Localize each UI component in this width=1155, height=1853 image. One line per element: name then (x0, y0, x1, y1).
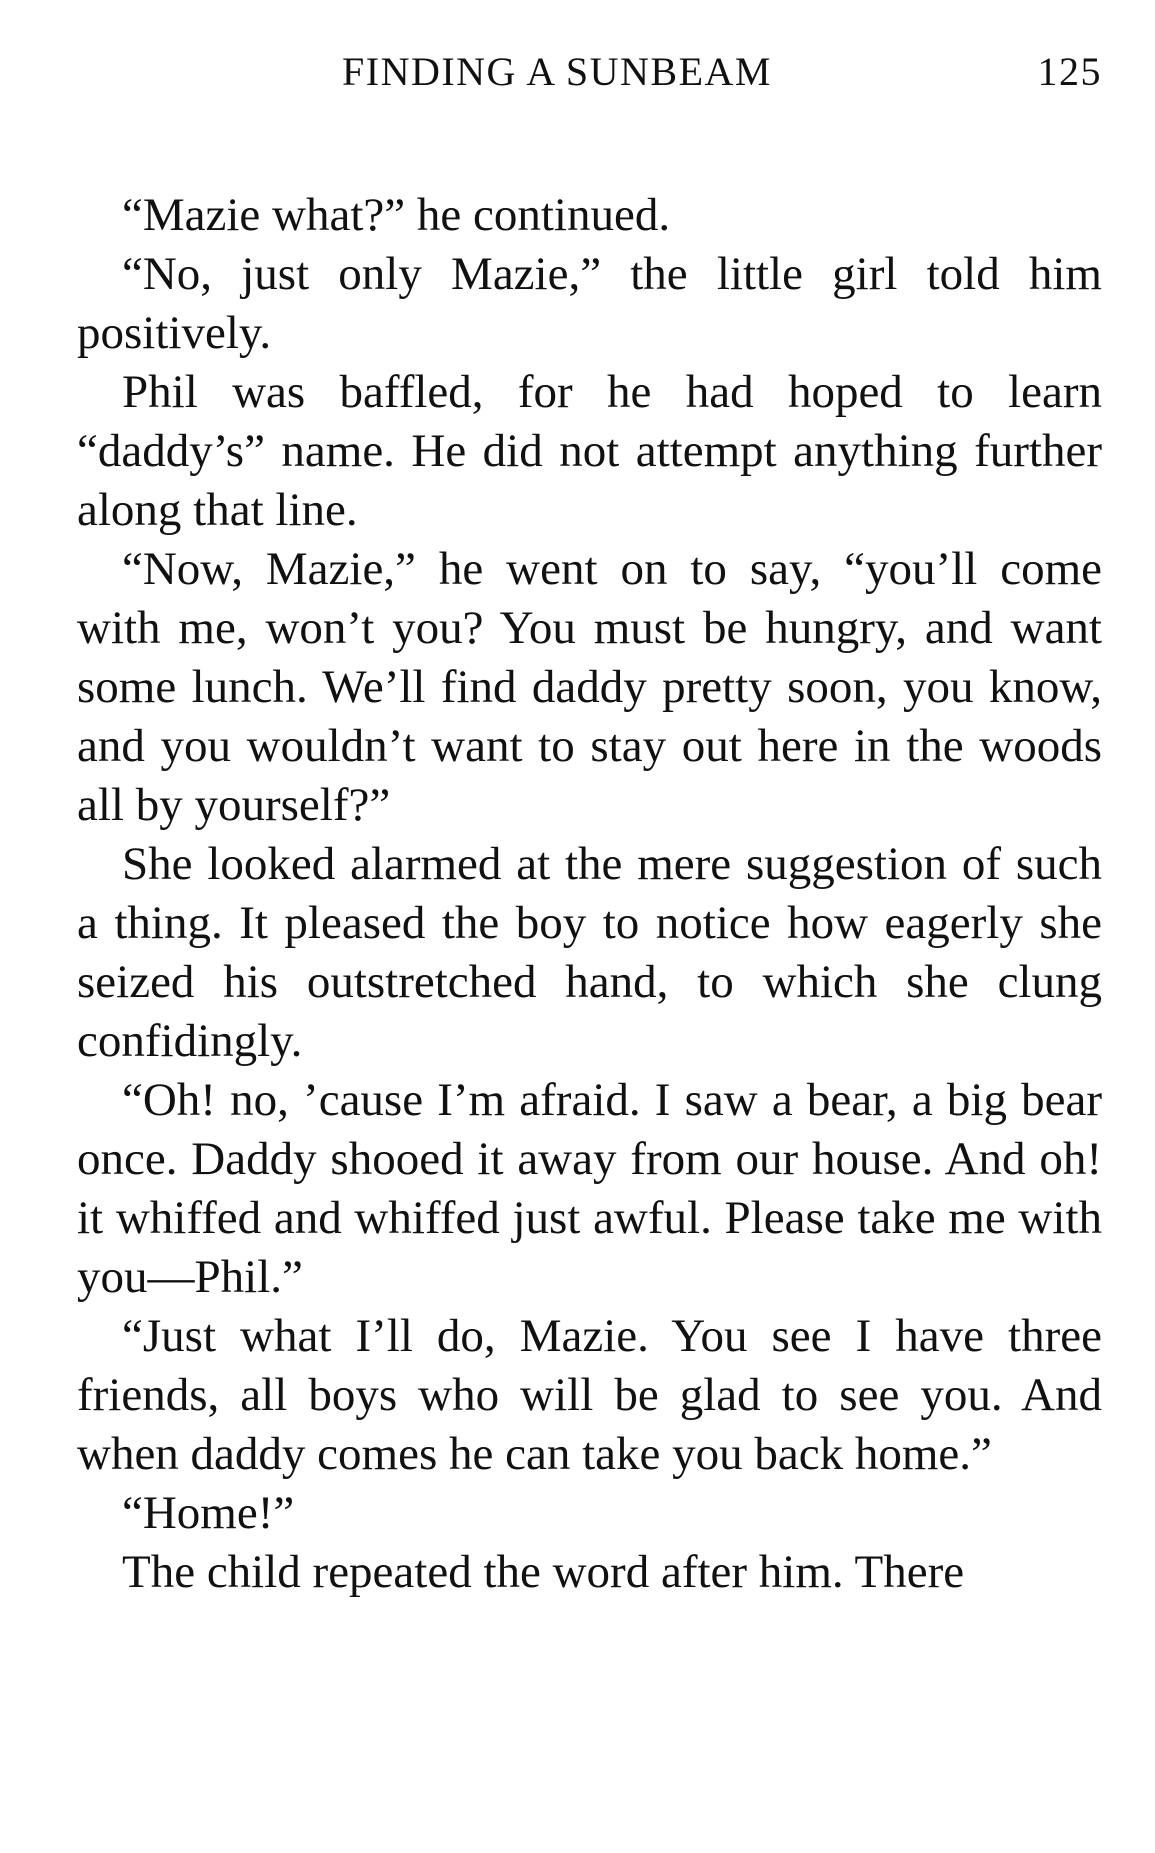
paragraph: “Just what I’ll do, Mazie. You see I have three friends, all boys who will be glad to see you. And when daddy comes he can take you back home.” (77, 1310, 1102, 1480)
paragraph: “No, just only Mazie,” the little girl told him positively. (77, 248, 1102, 359)
paragraph: She looked alarmed at the mere suggestion of such a thing. It pleased the boy to notice how eagerly she seized his outstretched hand, to which she clung confidingly. (77, 838, 1102, 1067)
book-page (77, 48, 1102, 1602)
body-text (77, 186, 1102, 1602)
chapter-title: FINDING A SUNBEAM (342, 49, 772, 94)
paragraph: The child repeated the word after him. There (122, 1546, 965, 1598)
running-header (77, 48, 1102, 108)
paragraph: “Now, Mazie,” he went on to say, “you’ll come with me, won’t you? You must be hungry, and want some lunch. We’ll find daddy pretty soon, you know, and you wouldn’t want to stay out here in the woods all by yourself?” (77, 543, 1102, 831)
paragraph: “Mazie what?” he continued. (122, 189, 671, 241)
paragraph: Phil was baffled, for he had hoped to learn “daddy’s” name. He did not attempt anything further along that line. (77, 366, 1102, 536)
paragraph: “Home!” (122, 1487, 295, 1539)
paragraph: “Oh! no, ’cause I’m afraid. I saw a bear, a big bear once. Daddy shooed it away from our house. And oh! it whiffed and whiffed just awful. Please take me with you—Phil.” (77, 1074, 1102, 1303)
page-number: 125 (1037, 49, 1102, 94)
